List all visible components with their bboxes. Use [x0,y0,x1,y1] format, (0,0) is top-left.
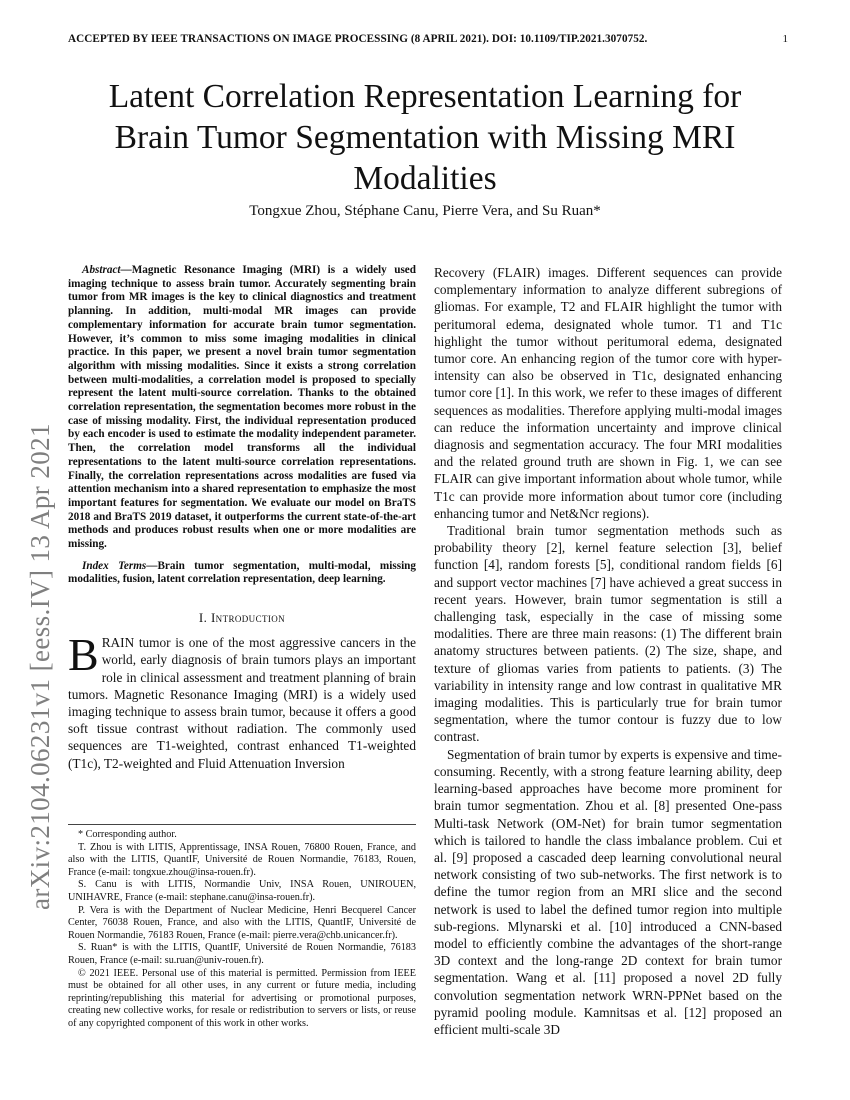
drop-cap: B [68,629,99,681]
arxiv-stamp: arXiv:2104.06231v1 [eess.IV] 13 Apr 2021 [25,423,55,910]
intro-text: tumor is one of the most aggressive cancers in the world, early diagnosis of brain tumors plays an important role in clinical assessment and treatment planning of brain tumors. Magnetic Resonance Imaging (MRI) is a widely used imaging technique to assess brain tumor, because it offers a good soft tissue contrast without radiation. The commonly used sequences are T1-weighted, contrast enhanced T1-weighted (T1c), T2-weighted and Fluid Attenuation Inversion [68,635,416,771]
intro-paragraph [68,629,416,772]
running-header [68,33,788,49]
index-terms-label: Index Terms [82,559,147,572]
footnote-canu: S. Canu is with LITIS, Normandie Univ, INSA Rouen, UNIROUEN, UNIHAVRE, France (e-mail: stephane.canu@insa-rouen.fr). [68,879,416,903]
abstract-label: Abstract [82,264,121,276]
paper-title: Latent Correlation Representation Learning for Brain Tumor Segmentation with Missing MRI Modalities [108,78,742,197]
footnote-zhou: T. Zhou is with LITIS, Apprentissage, INSA Rouen, 76800 Rouen, France, and also with the LITIS, QuantIF, Université de Rouen Normandie, 76183, Rouen, France (e-mail: tongxue.zhou@insa-rouen.fr). [68,841,416,878]
footnote-corresponding: * Corresponding author. [78,829,177,840]
right-column [434,264,782,1038]
page-number: 1 [782,33,788,45]
abstract-text: —Magnetic Resonance Imaging (MRI) is a widely used imaging technique to assess brain tumor. Accurately segmenting brain tumor from MR images is the key to clinical diagnostics and treatment planning. In addition, multi-modal MR images can provide complementary information for accurate brain tumor segmentation. However, it’s common to miss some imaging modalities in clinical practice. In this paper, we present a novel brain tumor segmentation algorithm with missing modalities. Since it exists a strong correlation between multi-modalities, a correlation model is proposed to specially represent the latent multi-source correlation. Thanks to the obtained correlation representation, the segmentation becomes more robust in the case of missing modality. First, the individual representation produced by each encoder is used to estimate the modality independent parameter. Then, the correlation model transforms all the individual representations to the latent multi-source correlation representations. Finally, the correlation representations across modalities are fused via attention mechanism into a shared representation to emphasize the most important features for segmentation. We evaluate our model on BraTS 2018 and BraTS 2019 dataset, it outperforms the current state-of-the-art methods and produces robust results when one or more modalities are missing. [68,264,416,551]
paragraph-modalities: Recovery (FLAIR) images. Different sequences can provide complementary information to analyze different subregions of gliomas. For example, T2 and FLAIR highlight the tumor with peritumoral edema, designated whole tumor. T1 and T1c highlight the tumor without peritumoral edema, designated tumor core. An enhancing region of the tumor core with hyper-intensity can also be observed in T1c, designated enhancing tumor core [1]. In this work, we refer to these images of different sequences as modalities. Therefore applying multi-modal images can reduce the information uncertainty and improve clinical diagnosis and segmentation accuracy. The four MRI modalities and the related ground truth are shown in Fig. 1, we can see FLAIR can give important information about whole tumor, while T1c can provide more information about tumor core (including enhancing tumor and Net&Ncr regions). [434,265,782,521]
footnote-copyright: © 2021 IEEE. Personal use of this material is permitted. Permission from IEEE must be obtained for all other uses, in any current or future media, including reprinting/republishing this material for advertising or promotional purposes, creating new collective works, for resale or redistribution to servers or lists, or reuse of any copyrighted component of this work in other works. [68,967,416,1029]
index-terms-text: —Brain tumor segmentation, multi-modal, missing modalities, fusion, latent correlation representation, deep learning. [68,559,416,586]
author-list: Tongxue Zhou, Stéphane Canu, Pierre Vera, and Su Ruan* [249,203,601,219]
intro-capword: RAIN [101,635,135,651]
footnotes [68,824,416,1031]
footnote-ruan: S. Ruan* is with the LITIS, QuantIF, Université de Rouen Normandie, 76183 Rouen, France (e-mail: su.ruan@univ-rouen.fr). [68,942,416,966]
section-heading-introduction: I. Introduction [198,610,286,626]
footnote-vera: P. Vera is with the Department of Nuclear Medicine, Henri Becquerel Cancer Center, 76038 Rouen, France, and also with the LITIS, QuantIF, Université de Rouen Normandie, 76183 Rouen, France (e-mail: pierre.vera@chb.unicancer.fr). [68,904,416,941]
paragraph-deep-learning: Segmentation of brain tumor by experts is expensive and time-consuming. Recently, with a strong feature learning ability, deep learning-based approaches have become more prominent for brain tumor segmentation. Zhou et al. [8] presented One-pass Multi-task Network (OM-Net) for brain tumor segmentation which is tailored to handle the class imbalance problem. Cui et al. [9] proposed a cascaded deep learning convolutional neural network consisting of two sub-networks. The first network is to define the tumor region from an MRI slice and the second network is used to label the defined tumor region into multiple sub-regions. Mlynarski et al. [10] introduced a CNN-based model to efficiently combine the advantages of the short-range 3D context and the long-range 2D context for brain tumor segmentation. Wang et al. [11] proposed a novel 2D fully convolution segmentation network WRN-PPNet based on the pyramid pooling module. Kamnitsas et al. [12] proposed an efficient multi-scale 3D [434,746,782,1037]
journal-header: ACCEPTED BY IEEE TRANSACTIONS ON IMAGE PROCESSING (8 APRIL 2021). DOI: 10.1109/TIP.2021.3070752. [68,33,648,45]
index-terms [68,560,416,587]
abstract [68,264,416,552]
left-column [68,264,416,772]
paragraph-traditional-methods: Traditional brain tumor segmentation methods such as probability theory [2], kernel feature selection [3], belief function [4], random forests [5], conditional random fields [6] and support vector machines [7] have achieved a great success in recent years. However, brain tumor segmentation is still a challenging task, especially in the case of missing some modalities. There are three main reasons: (1) The different brain anatomy structures between patients. (2) The size, shape, and texture of gliomas varies from patients to patients. (3) The variability in intensity range and low contrast in qualitative MR imaging modalities. This is particularly true for brain tumor segmentation, where the tumor contour is fuzzy due to low contrast. [434,523,782,745]
